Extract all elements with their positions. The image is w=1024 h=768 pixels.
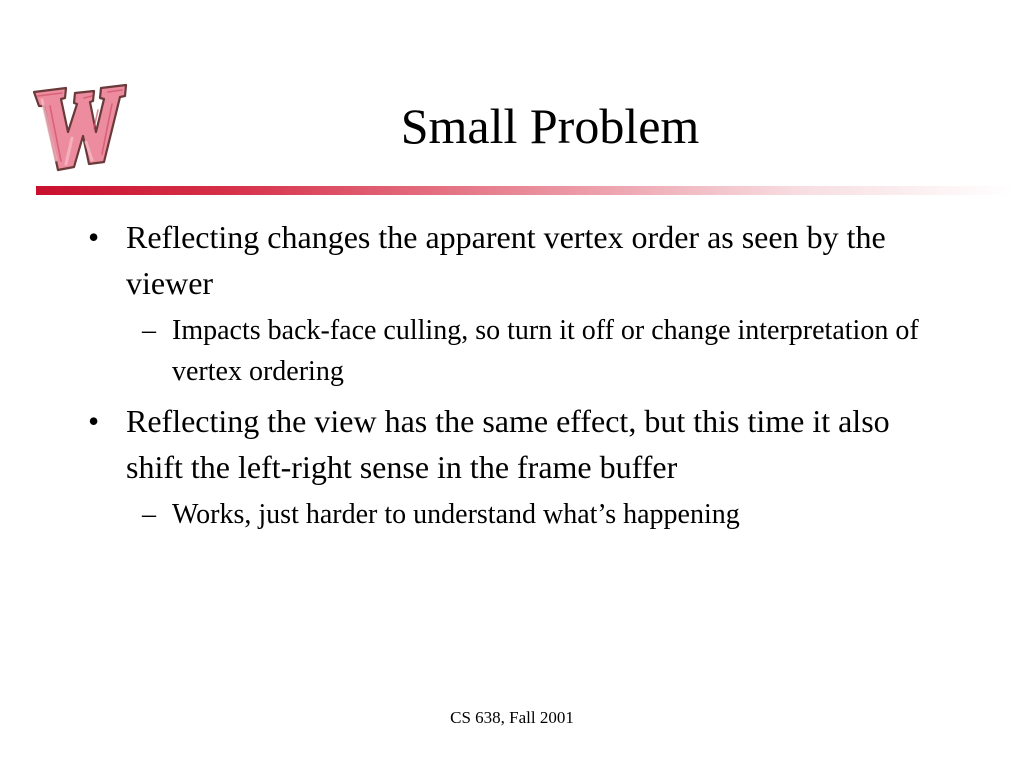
wisconsin-w-icon (28, 76, 132, 176)
sub-bullet-text: Works, just harder to understand what’s happening (172, 499, 740, 530)
bullet-marker: • (88, 403, 100, 439)
bullet-item (82, 398, 942, 490)
slide-body (82, 214, 942, 541)
sub-bullet-item (82, 494, 942, 535)
dash-marker: – (142, 499, 156, 530)
dash-marker: – (142, 315, 156, 346)
slide-footer: CS 638, Fall 2001 (450, 708, 574, 727)
sub-bullet-item (82, 310, 942, 392)
bullet-text: Reflecting changes the apparent vertex order as seen by the viewer (126, 219, 886, 301)
bullet-text: Reflecting the view has the same effect, but this time it also shift the left-right sense in the frame buffer (126, 403, 890, 485)
slide-title: Small Problem (400, 98, 700, 154)
sub-bullet-text: Impacts back-face culling, so turn it off or change interpretation of vertex ordering (172, 315, 919, 387)
bullet-item (82, 214, 942, 306)
title-divider (36, 186, 1014, 195)
bullet-marker: • (88, 219, 100, 255)
